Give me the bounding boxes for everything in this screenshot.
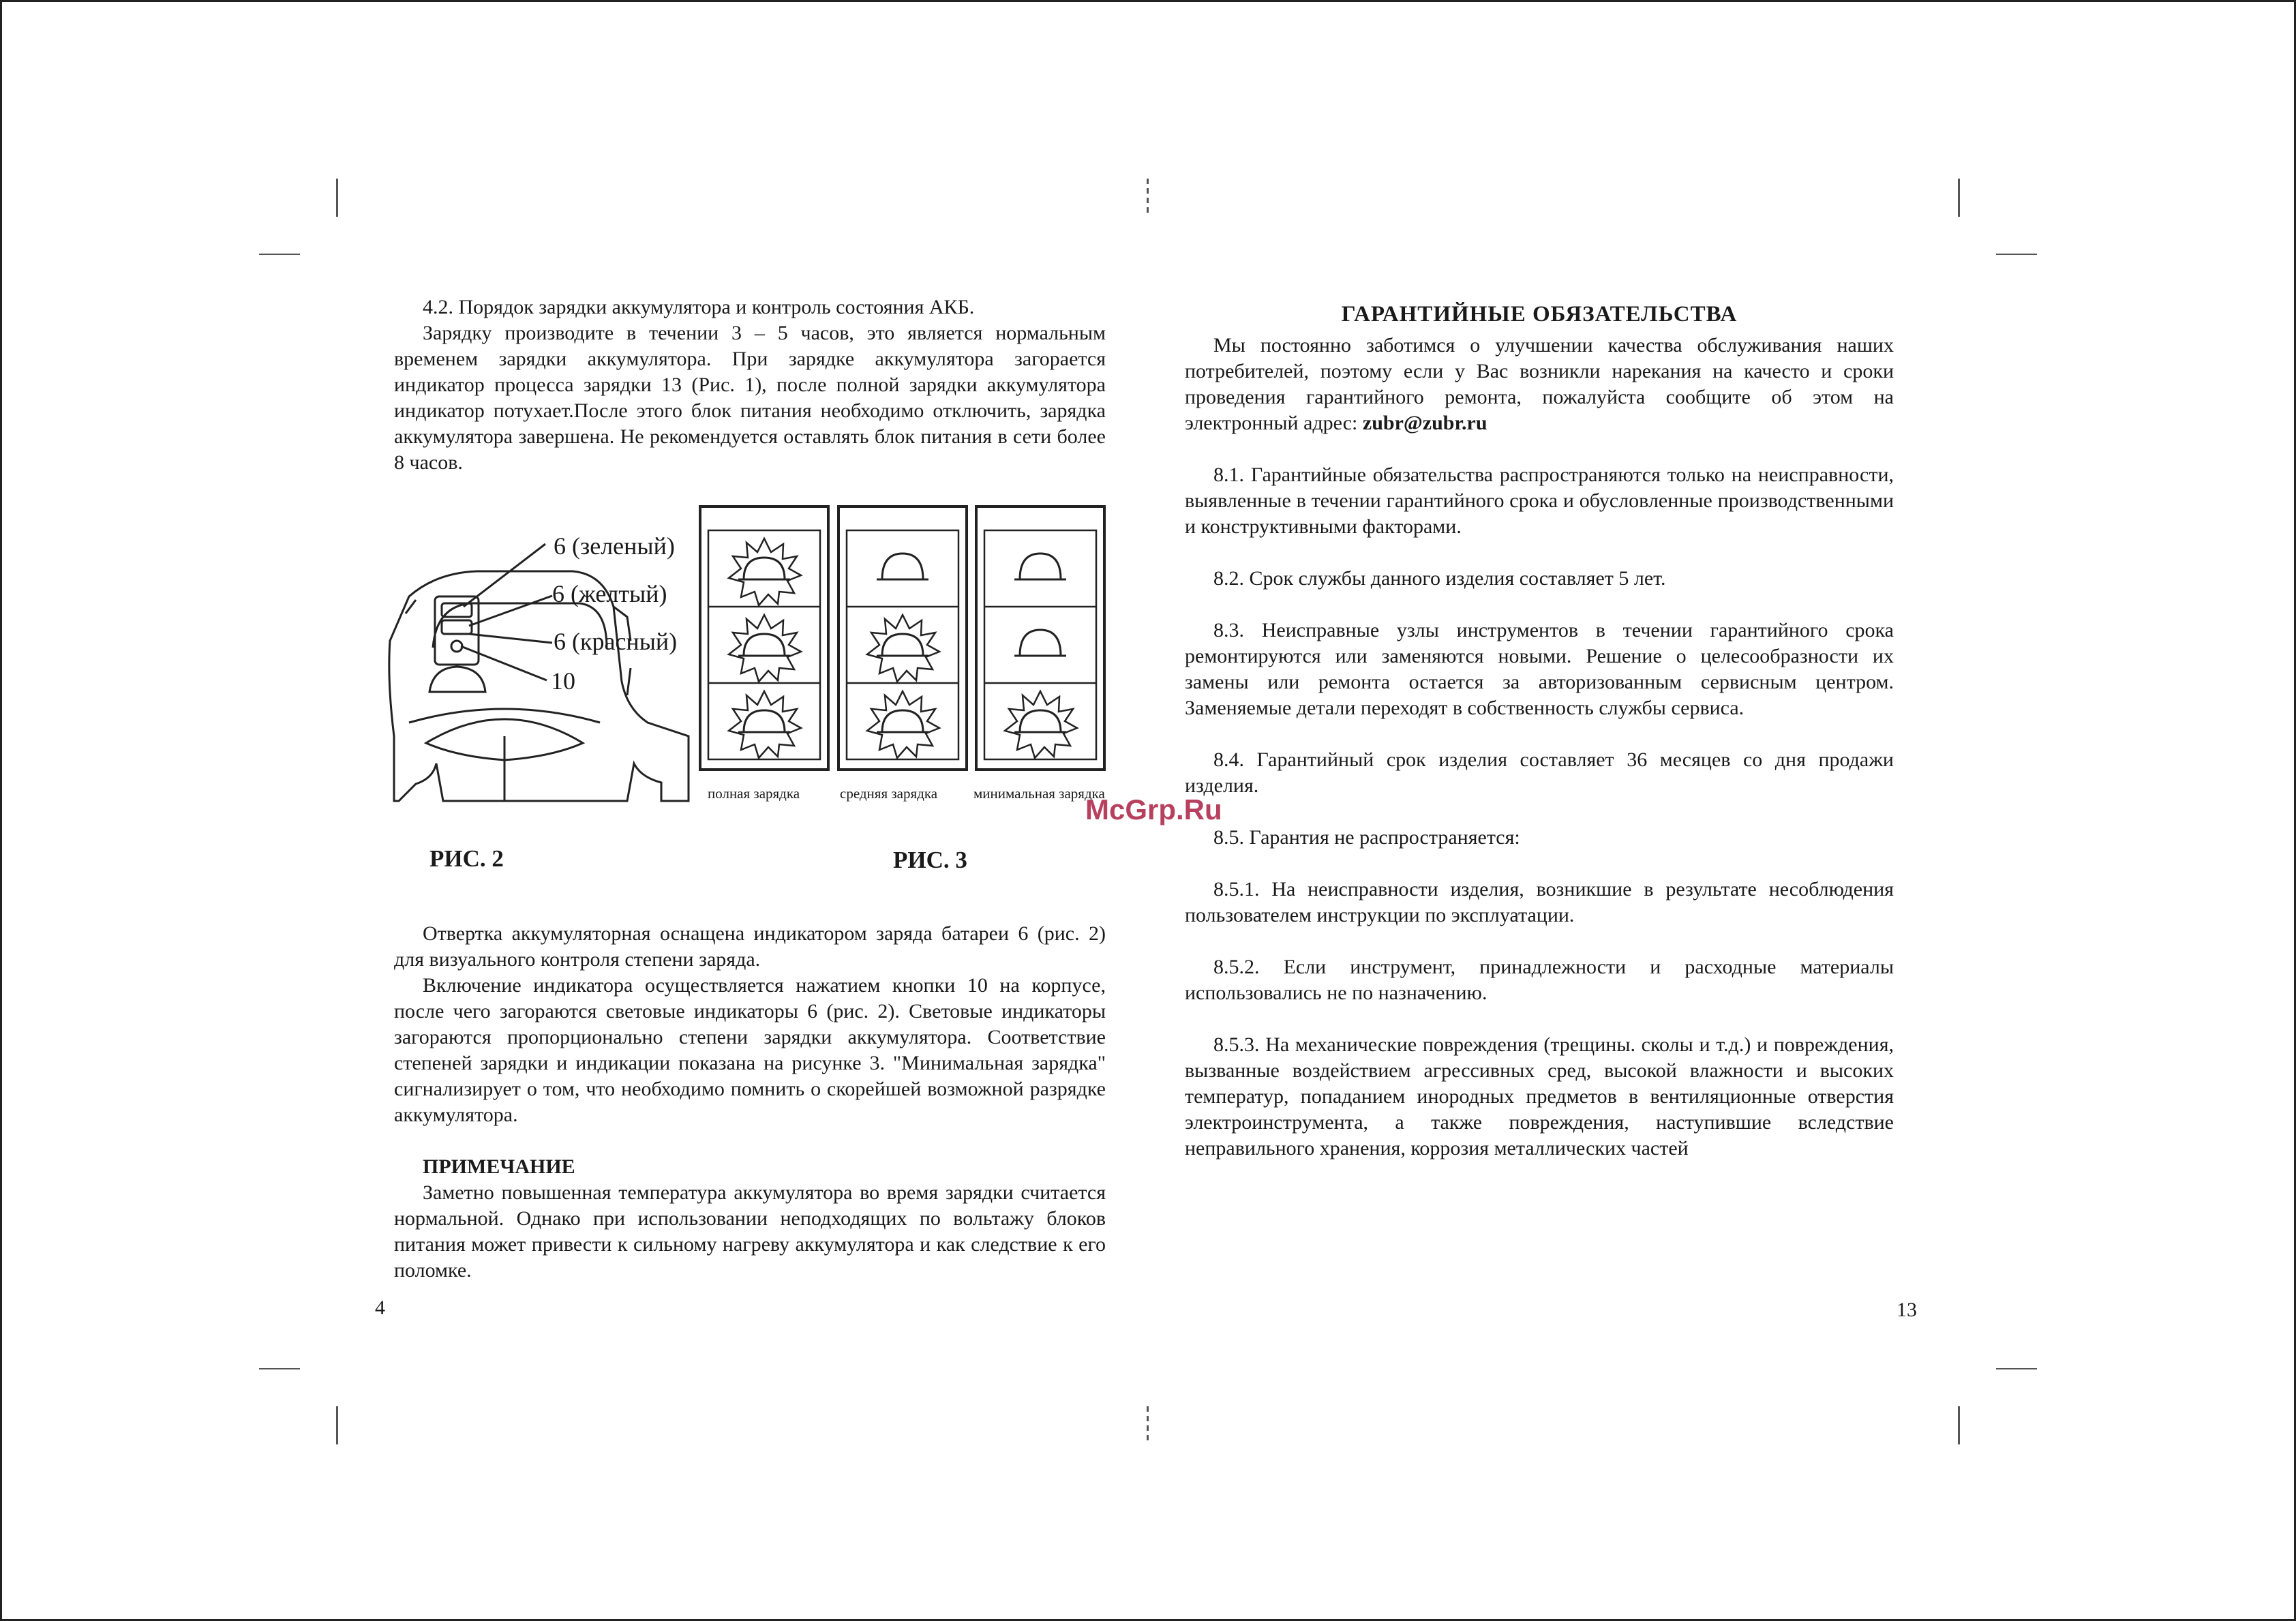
section-4-2-title: 4.2. Порядок зарядки аккумулятора и контроль состояния АКБ. xyxy=(423,296,975,318)
clause-8-5: 8.5. Гарантия не распространяется: xyxy=(1213,826,1520,849)
section-4-2 xyxy=(394,294,1106,476)
crop-mark xyxy=(259,254,300,255)
callout-green: 6 (зеленый) xyxy=(554,532,675,560)
fig3-label: РИС. 3 xyxy=(893,847,967,873)
crop-mark xyxy=(1996,1368,2037,1369)
crop-mark xyxy=(336,179,338,217)
watermark: McGrp.Ru xyxy=(1085,793,1222,825)
caption-medium: средняя зарядка xyxy=(840,785,938,802)
fig2-label: РИС. 2 xyxy=(429,845,504,872)
fig2-drawing xyxy=(368,532,695,818)
callout-red: 6 (красный) xyxy=(554,628,678,655)
indicator-para-1: Отвертка аккумуляторная оснащена индикатором заряда батареи 6 (рис. 2) для визуального контроля степени заряда. xyxy=(394,922,1106,971)
warranty-section xyxy=(1185,301,1894,1162)
crop-mark xyxy=(1996,254,2037,255)
caption-minimum: минимальная зарядка xyxy=(973,785,1105,802)
crop-mark xyxy=(1958,1406,1960,1444)
note-title: ПРИМЕЧАНИЕ xyxy=(423,1155,575,1178)
fig3-drawing xyxy=(697,504,1106,777)
callout-yellow: 6 (желтый) xyxy=(552,580,667,607)
clause-8-3: 8.3. Неисправные узлы инструментов в течении гарантийного срока ремонтируются или заменяются новыми. Решение о целесообразности их замены или ремонта остается за авторизованным сервисным центром. Заменяемые детали переходят в собственность службы сервиса. xyxy=(1185,619,1894,719)
clause-8-2: 8.2. Срок службы данного изделия составляет 5 лет. xyxy=(1213,567,1666,590)
clause-8-1: 8.1. Гарантийные обязательства распространяются только на неисправности, выявленные в течении гарантийного срока и обусловленные производственными и конструктивными факторами. xyxy=(1185,464,1894,538)
crop-mark xyxy=(1147,1406,1149,1444)
warranty-intro-text: Мы постоянно заботимся о улучшении качества обслуживания наших потребителей, поэтому если у Вас возникли нарекания на качесто и сроки проведения гарантийного ремонта, пожалуйста сообщите об этом на электронный адрес: xyxy=(1185,334,1894,434)
clause-8-5-2: 8.5.2. Если инструмент, принадлежности и расходные материалы использовались не по назначению. xyxy=(1185,956,1894,1004)
callout-button: 10 xyxy=(551,667,575,695)
crop-mark xyxy=(336,1406,338,1444)
clause-8-4: 8.4. Гарантийный срок изделия составляет 36 месяцев со дня продажи изделия. xyxy=(1185,748,1894,797)
clause-8-5-3: 8.5.3. На механические повреждения (трещины. сколы и т.д.) и повреждения, вызванные воздействием агрессивных сред, высокой влажности и высоких температур, попаданием инородных предметов в вентиляционные отверстия электроинструмента, а также повреждения, наступившие вследствие неправильного хранения, коррозия металлических частей xyxy=(1185,1033,1894,1160)
page-number-right: 13 xyxy=(1897,1299,1917,1321)
warranty-heading: ГАРАНТИЙНЫЕ ОБЯЗАТЕЛЬСТВА xyxy=(1341,302,1738,327)
crop-mark xyxy=(1147,179,1149,217)
note-body: Заметно повышенная температура аккумулятора во время зарядки считается нормальной. Однако при использовании неподходящих по вольтажу блоков питания может привести к сильному нагреву аккумулятора и как следствие к его поломке. xyxy=(394,1181,1106,1282)
page-number-left: 4 xyxy=(375,1297,385,1319)
indicator-para-2: Включение индикатора осуществляется нажатием кнопки 10 на корпусе, после чего загораются световые индикаторы 6 (рис. 2). Световые индикаторы загораются пропорционально степени зарядки аккумулятора. Соответствие степеней зарядки и индикации показана на рисунке 3. "Минимальная зарядка" сигнализирует о том, что необходимо помнить о скорейшей возможной разрядке аккумулятора. xyxy=(394,974,1106,1126)
indicator-section xyxy=(394,921,1106,1284)
crop-mark xyxy=(1958,179,1960,217)
clause-8-5-1: 8.5.1. На неисправности изделия, возникшие в результате несоблюдения пользователем инструкции по эксплуатации. xyxy=(1185,878,1894,926)
crop-mark xyxy=(259,1368,300,1369)
warranty-intro xyxy=(1185,333,1894,436)
warranty-email[interactable]: zubr@zubr.ru xyxy=(1362,412,1487,434)
section-4-2-body: Зарядку производите в течении 3 – 5 часов, это является нормальным временем зарядки аккумулятора. При зарядке аккумулятора загорается индикатор процесса зарядки 13 (Рис. 1), после полной зарядки аккумулятора индикатор потухает.После этого блок питания необходимо отключить, зарядка аккумулятора завершена. Не рекомендуется оставлять блок питания в сети более 8 часов. xyxy=(394,322,1106,474)
caption-full: полная зарядка xyxy=(708,785,800,802)
